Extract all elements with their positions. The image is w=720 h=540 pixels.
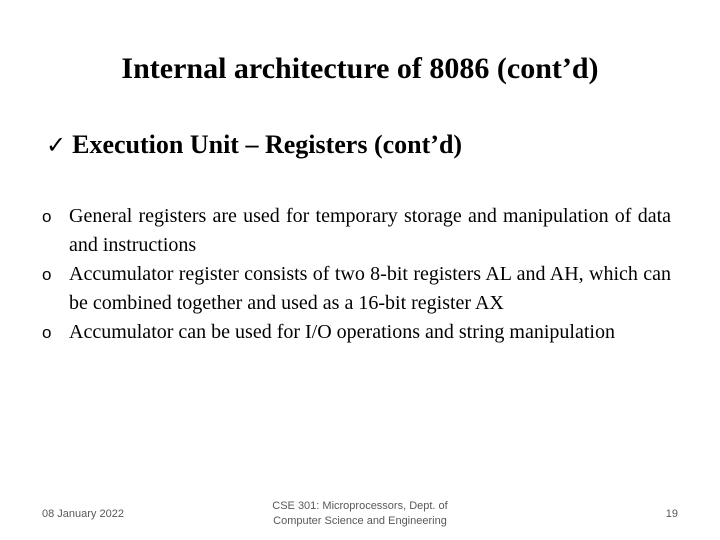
footer-course-info	[230, 499, 490, 529]
checkmark-icon: ✓	[46, 131, 67, 159]
footer-course-line2: Computer Science and Engineering	[273, 515, 447, 527]
bullet-item	[42, 260, 671, 318]
bullet-marker-icon: o	[42, 323, 52, 342]
bullet-item	[42, 202, 671, 260]
bullet-text: Accumulator register consists of two 8-bit registers AL and AH, which can be combined together and used as a 16-bit register AX	[69, 263, 671, 314]
slide-title: Internal architecture of 8086 (cont’d)	[121, 52, 599, 85]
section-heading	[46, 130, 686, 160]
section-heading-text: Execution Unit – Registers (cont’d)	[72, 130, 463, 159]
bullet-text: General registers are used for temporary storage and manipulation of data and instructions	[69, 205, 671, 256]
footer-date: 08 January 2022	[42, 508, 124, 520]
footer-course-line1: CSE 301: Microprocessors, Dept. of	[272, 500, 448, 512]
bullet-list	[42, 202, 671, 347]
bullet-item	[42, 318, 671, 347]
bullet-marker-icon: o	[42, 265, 52, 284]
bullet-marker-icon: o	[42, 207, 52, 226]
bullet-text: Accumulator can be used for I/O operations and string manipulation	[69, 321, 615, 343]
page-number: 19	[665, 508, 678, 520]
